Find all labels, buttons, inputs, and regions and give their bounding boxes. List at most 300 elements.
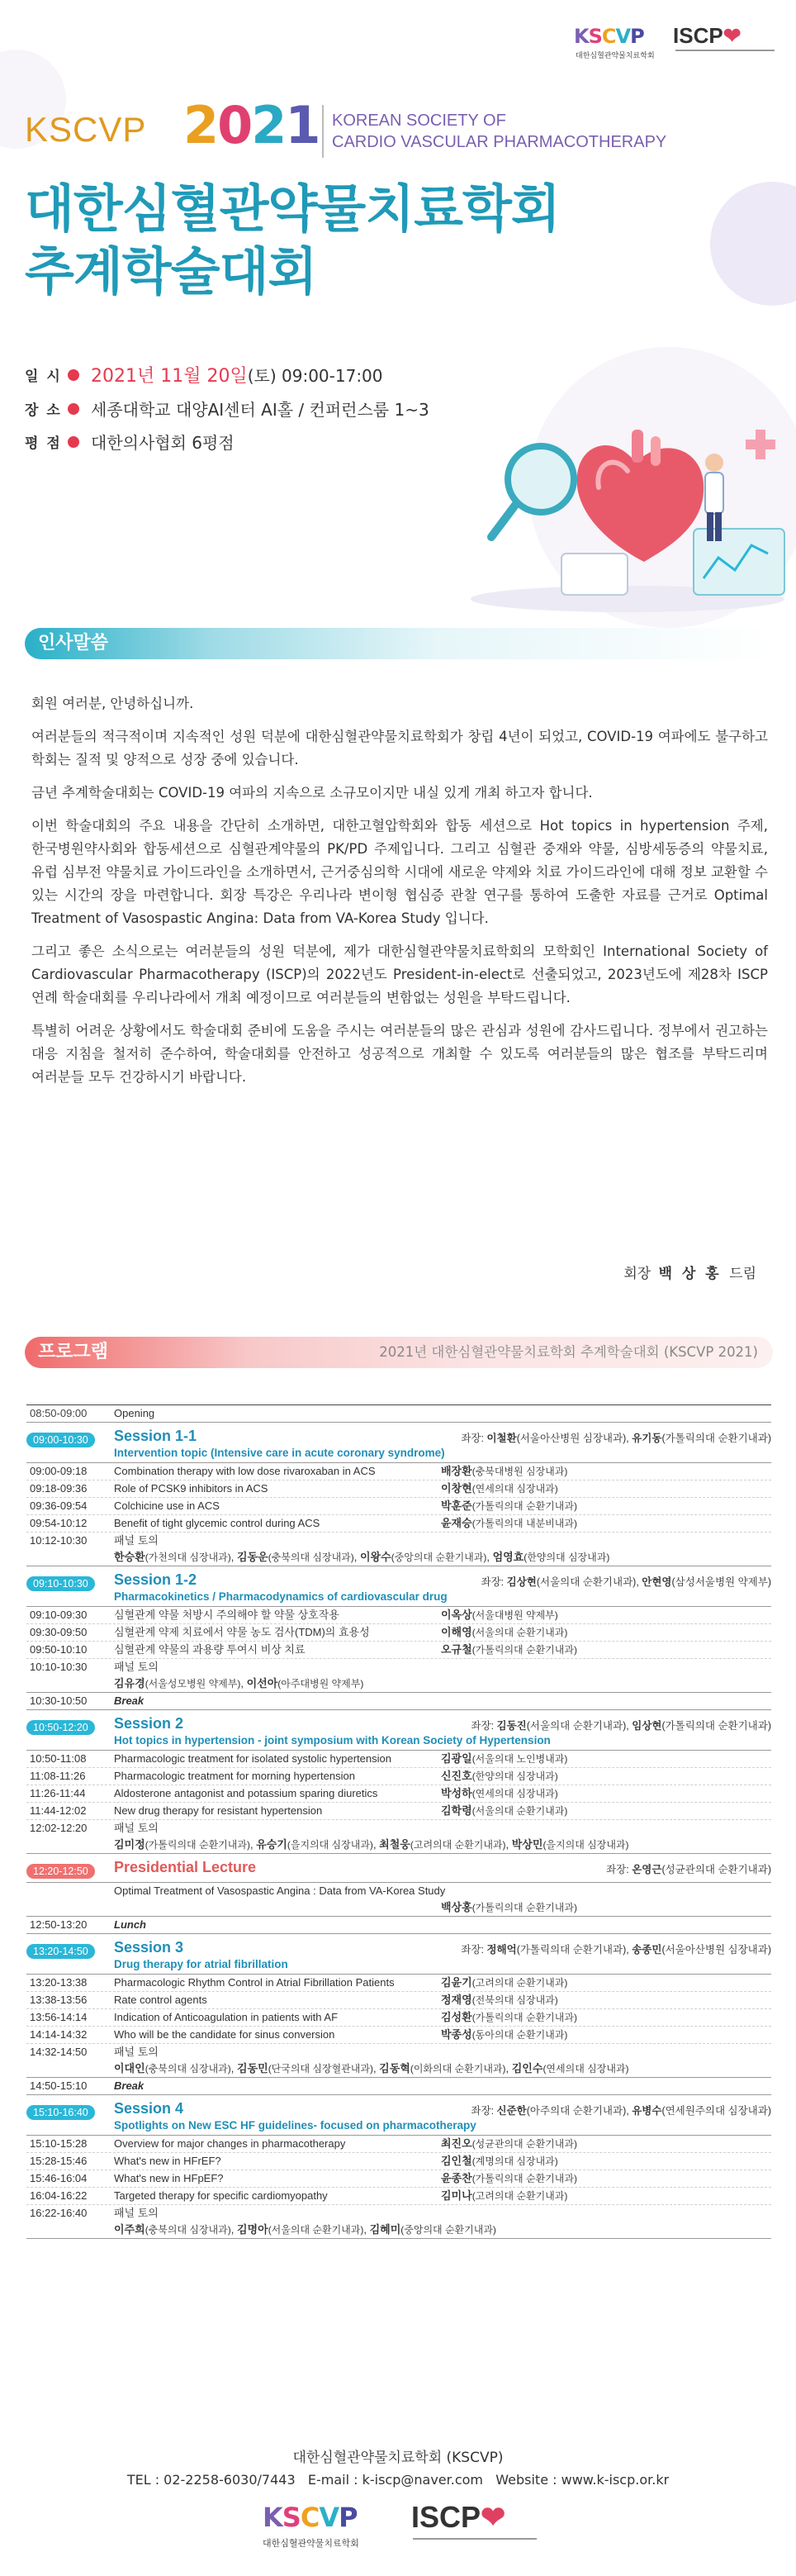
session-header [26, 1710, 771, 1751]
greeting-paragraph: 금년 추계학술대회는 COVID-19 여파의 지속으로 소규모이지만 내실 있게 개최 하고자 합니다. [31, 785, 593, 801]
panelist-name: 김동민 [237, 2062, 268, 2075]
session-name: Presidential Lecture [114, 1859, 257, 1875]
speaker-cell [441, 1803, 771, 1819]
talk-title: Indication of Anticoagulation in patients with AF [114, 2011, 339, 2023]
speaker-cell [441, 1768, 771, 1785]
chairs-label: 좌장: [471, 1720, 497, 1732]
table-row [26, 1549, 771, 1566]
session-chairs: 좌장: 김동진(서울의대 순환기내과), 임상현(가톨릭의대 순환기내과) [471, 1720, 771, 1732]
session-header [26, 1934, 771, 1975]
panelist-affiliation: (이화의대 순환기내과) [410, 2063, 506, 2075]
table-row [26, 1992, 771, 2009]
panelist-affiliation: (충북의대 심장내과) [145, 2224, 231, 2236]
table-row [26, 2027, 771, 2044]
panel-members: 이주희(충북의대 심장내과), 김명아(서울의대 순환기내과), 김혜미(중앙의대 순환기내과) [114, 2223, 496, 2236]
speaker-cell [441, 1992, 771, 2008]
speaker-affiliation: (전북의대 심장내과) [471, 1994, 558, 2006]
panelist-name: 김혜미 [369, 2223, 401, 2236]
panelist-affiliation: (을지의대 심장내과) [543, 1839, 629, 1851]
signature [623, 1262, 756, 1282]
table-row [26, 2078, 771, 2095]
speaker-affiliation: (가톨릭의대 순환기내과) [471, 1500, 577, 1512]
session-chairs: 좌장: 이철환(서울아산병원 심장내과), 유기동(가톨릭의대 순환기내과) [461, 1433, 771, 1444]
talk-title: Colchicine use in ACS [114, 1499, 220, 1512]
speaker-name: 김성환 [441, 2011, 472, 2023]
table-row [26, 2188, 771, 2205]
panelist-affiliation: (서울성모병원 약제부) [145, 1678, 241, 1690]
table-row [26, 1917, 771, 1934]
panel-label: 패널 토의 [114, 1661, 159, 1673]
chairs-label: 좌장: [461, 1433, 487, 1444]
session-topic: Spotlights on New ESC HF guidelines- focused on pharmacotherapy [114, 2119, 476, 2132]
panel-members: 김미정(가톨릭의대 순환기내과), 유승기(을지의대 심장내과), 최철웅(고려의대 순환기내과), 박상민(을지의대 심장내과) [114, 1838, 629, 1851]
session-title-line [114, 2100, 771, 2117]
panelist-affiliation: (아주대병원 약제부) [277, 1678, 364, 1690]
talk-title: What's new in HFrEF? [114, 2155, 221, 2167]
session-chairs: 좌장: 신준한(아주의대 순환기내과), 유병수(연세원주의대 심장내과) [471, 2105, 771, 2117]
panelist-affiliation: (연세의대 심장내과) [543, 2063, 629, 2075]
speaker-cell [441, 1624, 771, 1641]
kscvp-logo: KSCVP [574, 25, 644, 48]
speaker-name: 최진오 [441, 2137, 472, 2150]
session-body [114, 2100, 771, 2132]
time-cell: 14:14-14:32 [30, 2028, 88, 2041]
signer-name: 백 상 홍 [658, 1266, 722, 1282]
footer-contact: TEL : 02-2258-6030/7443 E-mail : k-iscp@naver.com Website : www.k-iscp.or.kr [126, 2472, 670, 2488]
talk-title: 심혈관계 약제 치료에서 약물 농도 검사(TDM)의 효용성 [114, 1626, 370, 1638]
panel-label: 패널 토의 [114, 1822, 159, 1834]
time-cell [26, 1549, 114, 1566]
speaker-affiliation: (가톨릭의대 순환기내과) [471, 1902, 577, 1913]
bullet-dot [68, 403, 79, 415]
iscp-underline [675, 50, 775, 51]
greeting-header [25, 628, 773, 659]
session-topic: Drug therapy for atrial fibrillation [114, 1958, 288, 1970]
greeting-title: 인사말씀 [38, 633, 109, 654]
speaker-affiliation: (서울의대 순환기내과) [471, 1805, 568, 1817]
time-cell [26, 1883, 114, 1899]
speaker-name: 배장환 [441, 1465, 472, 1477]
session-title-line [114, 1859, 771, 1876]
time-cell [26, 2222, 114, 2238]
chair-name: 이철환 [486, 1433, 517, 1444]
session-time-badge: 09:00-10:30 [26, 1433, 95, 1447]
break-label: Break [114, 2079, 145, 2092]
time-cell: 09:18-09:36 [30, 1482, 88, 1495]
iscp-underline [413, 2538, 537, 2540]
table-row [26, 1607, 771, 1624]
table-row [26, 2170, 771, 2188]
talk-title: Targeted therapy for specific cardiomyopathy [114, 2189, 328, 2202]
time-cell: 08:50-09:00 [30, 1407, 88, 1419]
session-header [26, 2095, 771, 2136]
speaker-name: 김미나 [441, 2189, 472, 2202]
time-cell: 13:20-13:38 [30, 1976, 88, 1989]
table-row [26, 1659, 771, 1675]
table-row [26, 1693, 771, 1710]
table-row [26, 1837, 771, 1854]
spacer [114, 1899, 441, 1916]
info-row-credit [25, 430, 235, 454]
chair-name: 김동진 [496, 1720, 527, 1732]
talk-title: Role of PCSK9 inhibitors in ACS [114, 1482, 268, 1495]
chair-name: 김상현 [506, 1576, 537, 1588]
chair-name: 안현영 [642, 1576, 672, 1588]
speaker-cell [441, 1480, 771, 1497]
table-row [26, 1785, 771, 1803]
time-cell: 09:10-09:30 [30, 1609, 88, 1621]
panel-label: 패널 토의 [114, 2207, 159, 2219]
talk-title: Who will be the candidate for sinus conversion [114, 2028, 335, 2041]
greeting-paragraph: 그리고 좋은 소식으로는 여러분들의 성원 덕분에, 제가 대한심혈관약물치료학회의 모학회인 International Society of Cardiovascular Pharmacotherapy (ISCP)의 2022년도 President-in-elect로 선출되었고, 2023년도에 제28차 ISCP 연례 학술대회를 우리나라에서 개최 예정이므로 여러분들의 변함없는 성원을 부탁드립니다. [31, 943, 768, 1005]
session-title-line [114, 1939, 771, 1956]
kscvp-prefix: KSCVP [25, 110, 147, 149]
greeting-paragraph: 여러분들의 적극적이며 지속적인 성원 덕분에 대한심혈관약물치료학회가 창립 4년이 되었고, COVID-19 여파에도 불구하고 학회는 질적 및 양적으로 성장 중에 있습니다. [31, 729, 768, 768]
speaker-affiliation: (한양의대 심장내과) [471, 1770, 558, 1782]
time-cell: 10:30-10:50 [30, 1694, 88, 1707]
session-title-line [114, 1428, 771, 1445]
talk-title: What's new in HFpEF? [114, 2172, 224, 2184]
chair-affiliation: (성균관의대 순환기내과) [661, 1864, 771, 1875]
session-header [26, 1423, 771, 1463]
speaker-affiliation: (서울대병원 약제부) [471, 1609, 558, 1621]
chair-affiliation: (서울의대 순환기내과) [536, 1576, 637, 1588]
time-cell: 16:22-16:40 [30, 2207, 88, 2219]
speaker-affiliation: (성균관의대 순환기내과) [471, 2138, 577, 2150]
table-row [26, 1675, 771, 1693]
panelist-name: 엄영효 [492, 1551, 524, 1563]
time-cell: 13:38-13:56 [30, 1994, 88, 2006]
greeting-body [31, 692, 768, 1099]
chair-affiliation: (아주의대 순환기내과) [526, 2105, 627, 2117]
heart-icon: ❤ [723, 23, 742, 48]
panelist-name: 최철웅 [379, 1838, 410, 1851]
time-cell: 11:26-11:44 [30, 1787, 86, 1799]
speaker-cell [441, 1463, 771, 1480]
table-row [26, 1463, 771, 1480]
chair-name: 임상현 [632, 1720, 662, 1732]
talk-title: Rate control agents [114, 1994, 207, 2006]
session-name: Session 3 [114, 1939, 184, 1956]
table-row [26, 1803, 771, 1820]
table-row [26, 1624, 771, 1642]
session-header [26, 1854, 771, 1883]
speaker-name: 박성하 [441, 1787, 472, 1799]
chair-affiliation: (가톨릭의대 순환기내과) [661, 1433, 771, 1444]
table-row [26, 2044, 771, 2060]
table-row [26, 1975, 771, 1992]
session-body [114, 1715, 771, 1747]
chair-name: 온영근 [632, 1864, 662, 1875]
info-venue-value: 세종대학교 대양AI센터 AI홀 / 컨퍼런스룸 1~3 [91, 400, 429, 420]
panel-label: 패널 토의 [114, 1534, 159, 1547]
session-time-badge: 12:20-12:50 [26, 1864, 95, 1879]
time-cell: 09:00-09:18 [30, 1465, 88, 1477]
table-row [26, 2153, 771, 2170]
session-body [114, 1939, 771, 1970]
speaker-name: 김인철 [441, 2155, 472, 2167]
speaker-name: 김윤기 [441, 1976, 472, 1989]
talk-title: Pharmacologic Rhythm Control in Atrial Fibrillation Patients [114, 1976, 395, 1989]
title-line2: 추계학술대회 [25, 240, 317, 302]
speaker-name: 김광일 [441, 1752, 472, 1765]
session-time-cell [26, 1571, 114, 1603]
kscvp-logo-sub: 대한심혈관약물치료학회 [263, 2538, 359, 2549]
speaker-cell [441, 2009, 771, 2026]
panelist-affiliation: (단국의대 심장혈관내과) [268, 2063, 373, 2075]
talk-title: Benefit of tight glycemic control during ACS [114, 1517, 320, 1529]
panelist-name: 한승환 [114, 1551, 145, 1563]
session-name: Session 2 [114, 1715, 184, 1732]
speaker-cell [441, 2170, 771, 2187]
speaker-cell [441, 1607, 771, 1623]
time-cell: 12:50-13:20 [30, 1918, 88, 1931]
magnifier-icon [491, 446, 574, 537]
time-cell: 13:56-14:14 [30, 2011, 88, 2023]
session-name: Session 4 [114, 2100, 184, 2117]
time-cell [26, 2060, 114, 2077]
footer-org: 대한심혈관약물치료학회 (KSCVP) [292, 2450, 504, 2466]
panel-members: 한승환(가천의대 심장내과), 김동운(충북의대 심장내과), 이왕수(중앙의대 순환기내과), 엄영효(한양의대 심장내과) [114, 1551, 610, 1563]
greeting-paragraph: 이번 학술대회의 주요 내용을 간단히 소개하면, 대한고혈압학회와 합동 세션으로 Hot topics in hypertension 주제, 한국병원약사회와 합동세션으로 심혈관계약물의 PK/PD 주제입니다. 그리고 심혈관 중재와 약물, 심방세동증의 약물치료, 유럽 심부전 약물치료 가이드라인을 소개하면서, 근거중심의학 시대에 새로운 약제와 치료 가이드라인에 대해 정보 교환할 수 있는 시간의 장을 마련합니다. 회장 특강은 우리나라 변이형 협심증 관찰 연구를 통하여 도출한 자료를 근거로 Optimal Treatment of Vasospastic Angina: Data from VA-Korea Study 입니다. [31, 818, 768, 926]
time-cell: 15:46-16:04 [30, 2172, 88, 2184]
bullet-dot [68, 369, 79, 381]
panelist-name: 이왕수 [360, 1551, 391, 1563]
org-en-line2: CARDIO VASCULAR PHARMACOTHERAPY [332, 133, 667, 151]
speaker-cell [441, 1751, 771, 1767]
table-row [26, 1480, 771, 1498]
chairs-label: 좌장: [481, 1576, 507, 1588]
panelist-name: 김명아 [237, 2223, 268, 2236]
time-cell: 10:12-10:30 [30, 1534, 88, 1547]
table-row [26, 2009, 771, 2027]
speaker-affiliation: (동아의대 순환기내과) [471, 2029, 568, 2041]
panelist-affiliation: (중앙의대 순환기내과) [400, 2224, 496, 2236]
talk-title: 심혈관계 약물의 과용량 투여시 비상 치료 [114, 1643, 306, 1656]
session-body [114, 1571, 771, 1603]
break-label: Lunch [114, 1918, 146, 1931]
org-en-line1: KOREAN SOCIETY OF [332, 112, 506, 130]
session-header [26, 1566, 771, 1607]
speaker-name: 윤재승 [441, 1517, 472, 1529]
info-label: 일 시 [25, 368, 62, 385]
panelist-affiliation: (충북의대 심장내과) [145, 2063, 231, 2075]
panelist-name: 김미정 [114, 1838, 145, 1851]
info-date-value: 2021년 11월 20일 [91, 366, 248, 387]
speaker-affiliation: (고려의대 순환기내과) [471, 1977, 568, 1989]
panelist-name: 이선아 [246, 1677, 278, 1690]
session-topic: Intervention topic (Intensive care in acute coronary syndrome) [114, 1447, 445, 1459]
bullet-dot [68, 436, 79, 448]
desc-cell: Opening [114, 1407, 155, 1419]
time-cell: 10:10-10:30 [30, 1661, 88, 1673]
kscvp-logo-sub: 대한심혈관약물치료학회 [576, 52, 655, 60]
table-row [26, 1642, 771, 1659]
panelist-name: 김인수 [511, 2062, 543, 2075]
session-name: Session 1-2 [114, 1571, 197, 1588]
table-row [26, 2136, 771, 2153]
talk-title: New drug therapy for resistant hypertension [114, 1804, 323, 1817]
speaker-affiliation: (가톨릭의대 순환기내과) [471, 2012, 577, 2023]
speaker-name: 박종성 [441, 2028, 472, 2041]
chair-affiliation: (서울아산병원 심장내과) [661, 1944, 771, 1956]
table-row [26, 2060, 771, 2078]
panelist-affiliation: (가천의대 심장내과) [145, 1552, 231, 1563]
chair-name: 정해억 [486, 1944, 517, 1956]
speaker-cell [441, 1899, 771, 1916]
time-cell: 16:04-16:22 [30, 2189, 88, 2202]
speaker-cell [441, 1515, 771, 1532]
chairs-label: 좌장: [471, 2105, 497, 2117]
panelist-name: 김동혁 [379, 2062, 410, 2075]
time-cell: 14:50-15:10 [30, 2079, 88, 2092]
program-subtitle: 2021년 대한심혈관약물치료학회 추계학술대회 (KSCVP 2021) [379, 1344, 758, 1360]
session-time-cell [26, 1939, 114, 1970]
panel-members: 이대인(충북의대 심장내과), 김동민(단국의대 심장혈관내과), 김동혁(이화의대 순환기내과), 김인수(연세의대 심장내과) [114, 2062, 629, 2075]
speaker-affiliation: (계명의대 심장내과) [471, 2155, 558, 2167]
info-time-value: (토) 09:00-17:00 [247, 366, 383, 386]
speaker-cell [441, 2188, 771, 2204]
speaker-affiliation: (서울의대 노인병내과) [471, 1753, 568, 1765]
session-title-line [114, 1571, 771, 1589]
session-name: Session 1-1 [114, 1428, 197, 1444]
speaker-name: 윤종찬 [441, 2172, 472, 2184]
program-table [26, 1404, 771, 2239]
speaker-cell [441, 1642, 771, 1658]
panelist-affiliation: (충북의대 심장내과) [268, 1552, 354, 1563]
decor-circle-top-right [710, 182, 796, 306]
panelist-name: 김동운 [237, 1551, 268, 1563]
table-row [26, 1751, 771, 1768]
program-title: 프로그램 [38, 1342, 109, 1362]
speaker-cell [441, 2136, 771, 2152]
talk-title: Pharmacologic treatment for isolated systolic hypertension [114, 1752, 391, 1765]
speaker-affiliation: (고려의대 순환기내과) [471, 2190, 568, 2202]
chair-affiliation: (가톨릭의대 순환기내과) [661, 1720, 771, 1732]
lecture-title: Optimal Treatment of Vasospastic Angina : Data from VA-Korea Study [114, 1884, 446, 1897]
panelist-affiliation: (한양의대 심장내과) [524, 1552, 610, 1563]
session-time-badge: 13:20-14:50 [26, 1944, 95, 1959]
chair-affiliation: (서울아산병원 심장내과) [516, 1433, 627, 1444]
table-row [26, 1405, 771, 1423]
session-topic: Hot topics in hypertension - joint symposium with Korean Society of Hypertension [114, 1734, 551, 1747]
panelist-affiliation: (서울의대 순환기내과) [268, 2224, 364, 2236]
session-time-badge: 09:10-10:30 [26, 1576, 95, 1591]
panelist-affiliation: (가톨릭의대 순환기내과) [145, 1839, 250, 1851]
break-label: Break [114, 1694, 145, 1707]
time-cell: 14:32-14:50 [30, 2046, 88, 2058]
speaker-affiliation: (가톨릭의대 내분비내과) [471, 1518, 577, 1529]
time-cell [26, 1837, 114, 1853]
table-row [26, 1820, 771, 1837]
time-cell [26, 1899, 114, 1916]
program-body [26, 1423, 771, 2239]
speaker-affiliation: (연세의대 심장내과) [471, 1788, 558, 1799]
page-title [25, 178, 560, 302]
panelist-affiliation: (을지의대 심장내과) [287, 1839, 373, 1851]
info-label: 장 소 [25, 402, 62, 419]
chair-name: 유기동 [632, 1433, 662, 1444]
speaker-name: 이옥상 [441, 1609, 472, 1621]
chair-name: 신준한 [496, 2105, 527, 2117]
info-row-date [25, 362, 383, 387]
talk-title: Pharmacologic treatment for morning hypertension [114, 1770, 355, 1782]
table-row [26, 1515, 771, 1533]
session-chairs [606, 1861, 771, 1876]
chairs-label: 좌장: [606, 1864, 633, 1875]
time-cell: 12:02-12:20 [30, 1822, 88, 1834]
panelist-affiliation: (고려의대 순환기내과) [410, 1839, 506, 1851]
panelist-name: 이주희 [114, 2223, 145, 2236]
chair-affiliation: (가톨릭의대 순환기내과) [516, 1944, 627, 1956]
speaker-name: 백상홍 [441, 1901, 472, 1913]
kscvp-logo: KSCVP [263, 2502, 358, 2533]
speaker-name: 이해영 [441, 1626, 472, 1638]
chair-affiliation: (서울의대 순환기내과) [526, 1720, 627, 1732]
speaker-name: 박훈준 [441, 1499, 472, 1512]
info-credit-value: 대한의사협회 6평점 [91, 433, 235, 453]
speaker-affiliation: (가톨릭의대 순환기내과) [471, 2173, 577, 2184]
time-cell: 09:30-09:50 [30, 1626, 88, 1638]
table-row [26, 2222, 771, 2239]
title-line1: 대한심혈관약물치료학회 [25, 178, 560, 239]
info-label: 평 점 [25, 435, 62, 452]
talk-title: Overview for major changes in pharmacotherapy [114, 2137, 346, 2150]
time-cell: 15:28-15:46 [30, 2155, 88, 2167]
time-cell: 15:10-15:28 [30, 2137, 88, 2150]
time-cell: 11:08-11:26 [30, 1770, 86, 1782]
year-2021: 2021 [183, 95, 320, 155]
session-time-cell [26, 1428, 114, 1459]
panel-members: 김유경(서울성모병원 약제부), 이선아(아주대병원 약제부) [114, 1677, 364, 1690]
session-time-badge: 10:50-12:20 [26, 1720, 95, 1735]
signer-role: 회장 [623, 1266, 651, 1282]
medical-illustration [462, 413, 793, 620]
speaker-cell [441, 1975, 771, 1991]
talk-title: 심혈관계 약물 처방시 주의해야 할 약물 상호작용 [114, 1609, 339, 1621]
panelist-name: 박상민 [511, 1838, 543, 1851]
panel-label: 패널 토의 [114, 2046, 159, 2058]
chairs-label: 좌장: [461, 1944, 487, 1956]
signer-suffix: 드림 [729, 1266, 756, 1282]
session-time-badge: 15:10-16:40 [26, 2105, 95, 2120]
greeting-paragraph: 회원 여러분, 안녕하십니까. [31, 696, 194, 711]
speaker-name: 오규철 [441, 1643, 472, 1656]
vertical-divider [322, 105, 324, 158]
panelist-name: 이대인 [114, 2062, 145, 2075]
speaker-name: 신진호 [441, 1770, 472, 1782]
speaker-cell [441, 1498, 771, 1514]
chair-affiliation: (삼성서울병원 약제부) [671, 1576, 771, 1588]
time-cell: 11:44-12:02 [30, 1804, 87, 1817]
table-row [26, 1883, 771, 1899]
time-cell: 09:36-09:54 [30, 1499, 88, 1512]
time-cell: 10:50-11:08 [30, 1752, 87, 1765]
table-row [26, 1533, 771, 1549]
panelist-affiliation: (중앙의대 순환기내과) [391, 1552, 487, 1563]
heart-icon: ❤ [481, 2500, 506, 2534]
table-row [26, 1498, 771, 1515]
chair-affiliation: (연세원주의대 심장내과) [661, 2105, 771, 2117]
speaker-name: 김학령 [441, 1804, 472, 1817]
iscp-logo: ISCP❤ [673, 23, 742, 48]
session-chairs: 좌장: 정해억(가톨릭의대 순환기내과), 송종민(서울아산병원 심장내과) [461, 1944, 771, 1956]
table-row [26, 1899, 771, 1917]
talk-title: Combination therapy with low dose rivaroxaban in ACS [114, 1465, 376, 1477]
speaker-affiliation: (가톨릭의대 순환기내과) [471, 1644, 577, 1656]
table-row [26, 1768, 771, 1785]
panelist-name: 유승기 [256, 1838, 287, 1851]
